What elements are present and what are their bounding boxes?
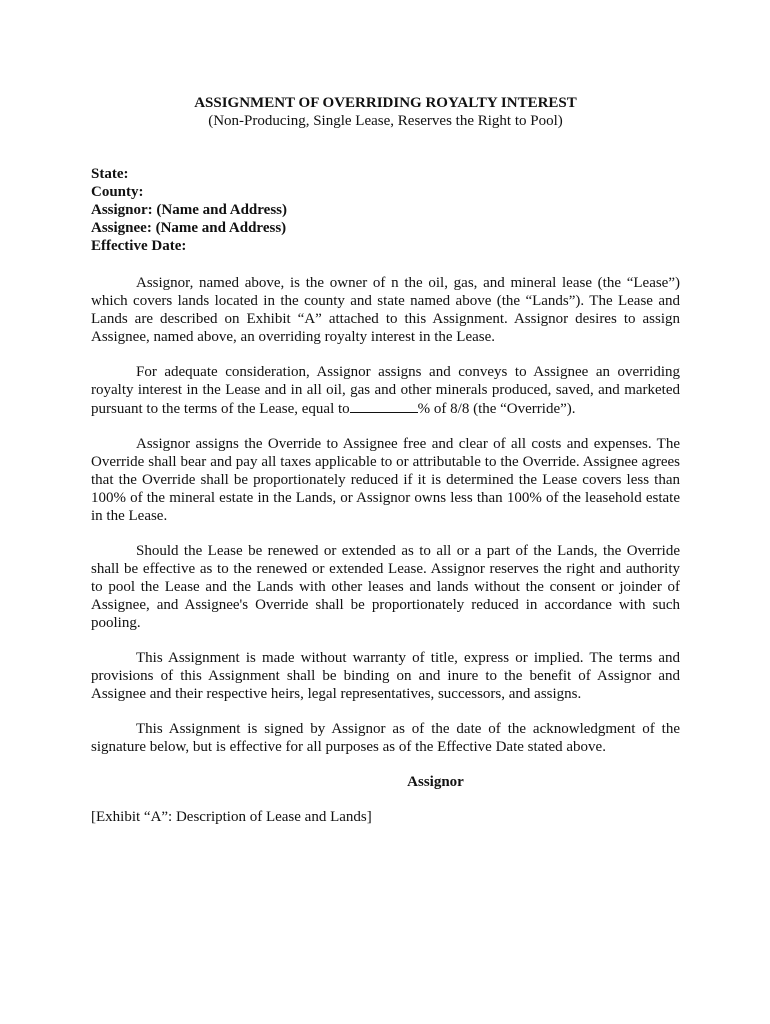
field-assignee: Assignee: (Name and Address): [91, 220, 287, 236]
paragraph-renewal: Should the Lease be renewed or extended as to all or a part of the Lands, the Override shall be effective as to the renewed or extended Lease. Assignor reserves the right and authority to pool the Lease and the Lands with other leases and lands without the consent or joinder of Assignee, and Assignee's Override shall be proportionately reduced in accordance with such pooling.: [91, 543, 680, 631]
paragraph-costs: Assignor assigns the Override to Assignee free and clear of all costs and expenses. The Override shall bear and pay all taxes applicable to or attributable to the Override. Assignee agrees that the Override shall be proportionately reduced if it is determined the Lease covers less than 100% of the mineral estate in the Lands, or Assignor owns less than 100% of the leasehold estate in the Lease.: [91, 436, 680, 524]
exhibit-reference: [Exhibit “A”: Description of Lease and Lands]: [91, 809, 372, 825]
field-state: State:: [91, 166, 129, 182]
signature-label: Assignor: [407, 774, 464, 790]
document-subtitle: (Non-Producing, Single Lease, Reserves the Right to Pool): [208, 113, 563, 129]
override-percent-blank[interactable]: [350, 399, 418, 413]
paragraph-signature: This Assignment is signed by Assignor as of the date of the acknowledgment of the signature below, but is effective for all purposes as of the Effective Date stated above.: [91, 721, 680, 755]
paragraph-warranty: This Assignment is made without warranty of title, express or implied. The terms and provisions of this Assignment shall be binding on and inure to the benefit of Assignor and Assignee and their respective heirs, legal representatives, successors, and assigns.: [91, 650, 680, 702]
paragraph-ownership: Assignor, named above, is the owner of n the oil, gas, and mineral lease (the “Lease”) which covers lands located in the county and state named above (the “Lands”). The Lease and Lands are described on Exhibit “A” attached to this Assignment. Assignor desires to assign Assignee, named above, an overriding royalty interest in the Lease.: [91, 275, 680, 345]
paragraph-consideration-tail: % of 8/8 (the “Override”).: [417, 401, 576, 417]
document-page: [91, 94, 680, 826]
paragraph-consideration-text: For adequate consideration, Assignor assigns and conveys to Assignee an overriding royalty interest in the Lease and in all oil, gas and other minerals produced, saved, and marketed pursuant to the terms of the Lease, equal to: [91, 364, 680, 417]
paragraph-consideration: [91, 363, 680, 418]
document-title: ASSIGNMENT OF OVERRIDING ROYALTY INTEREST: [194, 95, 577, 111]
field-county: County:: [91, 184, 144, 200]
field-assignor: Assignor: (Name and Address): [91, 202, 287, 218]
header-fields: [91, 165, 680, 255]
field-effective-date: Effective Date:: [91, 238, 187, 254]
